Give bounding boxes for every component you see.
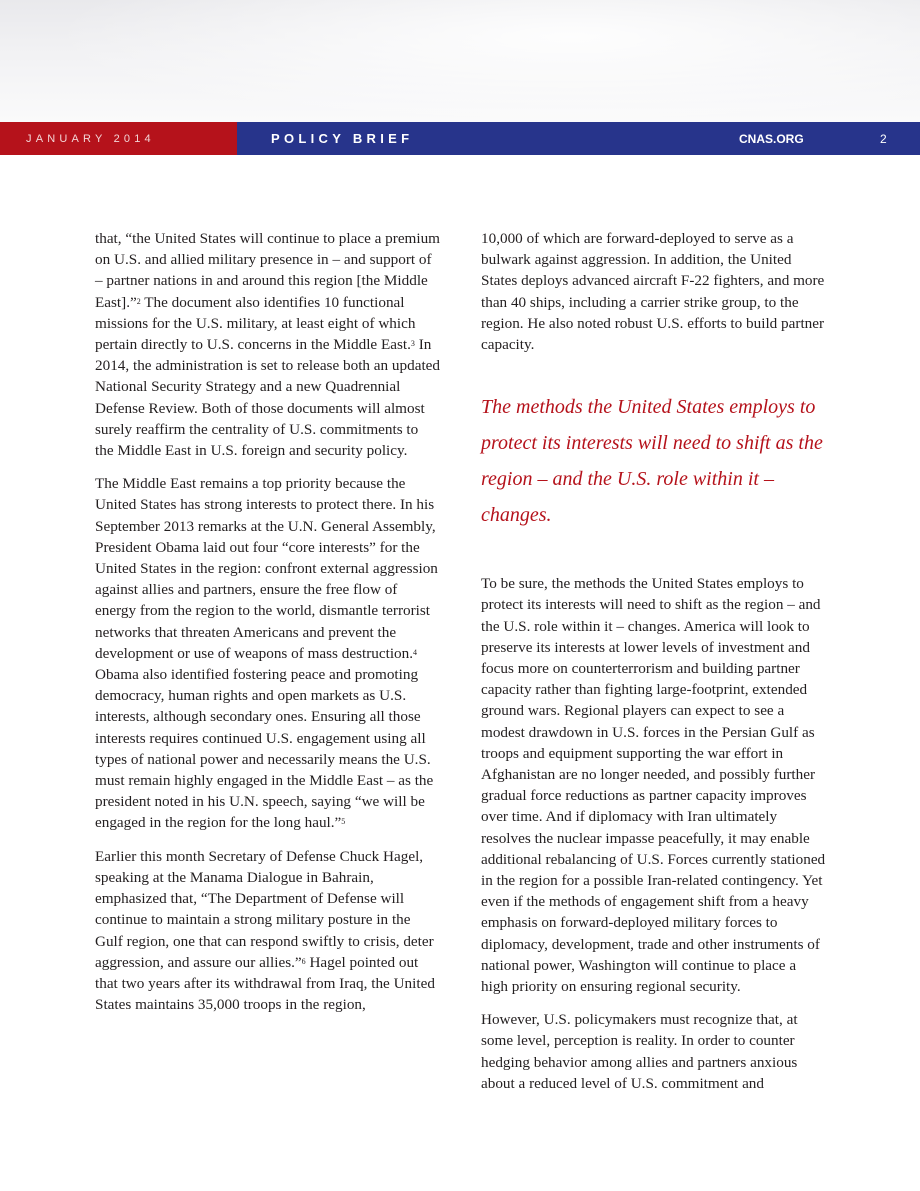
- footnote-ref[interactable]: 4: [413, 647, 418, 657]
- paragraph: To be sure, the methods the United States employs to protect its interests will need to shift as the region – and the U.S. role within it – changes. America will look to preserve its interests at lower levels of investment and focus more on counterterrorism and building partner capacity rather than fighting large-footprint, extended ground wars. Regional players can expect to see a modest drawdown in U.S. forces in the Persian Gulf as troops and equipment supporting the war effort in Afghanistan are no longer needed, and possibly further gradual force reductions as partner capacity improves over time. And if diplomacy with Iran ultimately resolves the nuclear impasse peacefully, it may enable additional rebalancing of U.S. Forces currently stationed in the region for a possible Iran-related contingency. Yet even if the methods of engagement shift from a heavy emphasis on forward-deployed military forces to diplomacy, development, trade and other instruments of national power, Washington will continue to place a high priority on ensuring regional security.: [481, 575, 826, 996]
- text-run: Obama also identified fostering peace and promoting democracy, human rights and open markets as U.S. interests, although secondary ones. Ensuring all those interests requires continued U.S. engagement using all types of national power and necessarily means the U.S. must remain highly engaged in the Middle East – as the president noted in his U.N. speech, saying “we will be engaged in the region for the long haul.”: [95, 666, 434, 832]
- footnote-ref[interactable]: 5: [341, 817, 346, 827]
- footnote-ref[interactable]: 2: [136, 296, 141, 306]
- header-background: [0, 0, 920, 122]
- footnote-ref[interactable]: 6: [301, 956, 306, 966]
- pull-quote: The methods the United States employs to protect its interests will need to shift as the region – and the U.S. role within it – changes.: [481, 396, 823, 527]
- left-column: [95, 228, 440, 1027]
- right-column: [481, 228, 826, 1106]
- text-run: The document also identifies 10 functional missions for the U.S. military, at least eight of which pertain directly to U.S. concerns in the Middle East.: [95, 293, 416, 354]
- banner-date-section: [0, 122, 237, 155]
- paragraph: [95, 228, 440, 461]
- text-run: In 2014, the administration is set to release both an updated National Security Strategy and a new Quadrennial Defense Review. Both of those documents will almost surely reaffirm the centrality of U.S. commitments to the Middle East in U.S. foreign and security policy.: [95, 336, 441, 460]
- footnote-ref[interactable]: 3: [410, 339, 415, 349]
- paragraph: [95, 473, 440, 833]
- text-run: Earlier this month Secretary of Defense Chuck Hagel, speaking at the Manama Dialogue in Bahrain, emphasized that, “The Department of Defense will continue to maintain a strong military posture in the Gulf region, one that can respond swiftly to crisis, deter aggression, and assure our allies.”: [95, 847, 434, 971]
- website-link[interactable]: CNAS.ORG: [739, 132, 804, 146]
- page-number: 2: [880, 132, 887, 146]
- publication-type: POLICY BRIEF: [271, 131, 414, 146]
- header-banner: [0, 122, 920, 155]
- text-run: that, “the United States will continue to place a premium on U.S. and allied military presence in – and support of – partner nations in and around this region [the Middle East].”: [95, 230, 440, 311]
- paragraph: 10,000 of which are forward-deployed to serve as a bulwark against aggression. In addition, the United States deploys advanced aircraft F-22 fighters, and more than 40 ships, including a carrier strike group, to the region. He also noted robust U.S. efforts to build partner capacity.: [481, 230, 825, 354]
- paragraph: However, U.S. policymakers must recognize that, at some level, perception is reality. In order to counter hedging behavior among allies and partners anxious about a reduced level of U.S. commitment and: [481, 1011, 798, 1092]
- issue-date: JANUARY 2014: [26, 133, 155, 145]
- text-run: Hagel pointed out that two years after its withdrawal from Iraq, the United States maintains 35,000 troops in the region,: [95, 953, 435, 1014]
- paragraph: [95, 846, 440, 1016]
- text-run: The Middle East remains a top priority because the United States has strong interests to protect there. In his September 2013 remarks at the U.N. General Assembly, President Obama laid out four “core interests” for the United States in the region: confront external aggression against allies and partners, ensure the free flow of energy from the region to the world, dismantle terrorist networks that threaten Americans and prevent the development or use of weapons of mass destruction.: [95, 475, 438, 662]
